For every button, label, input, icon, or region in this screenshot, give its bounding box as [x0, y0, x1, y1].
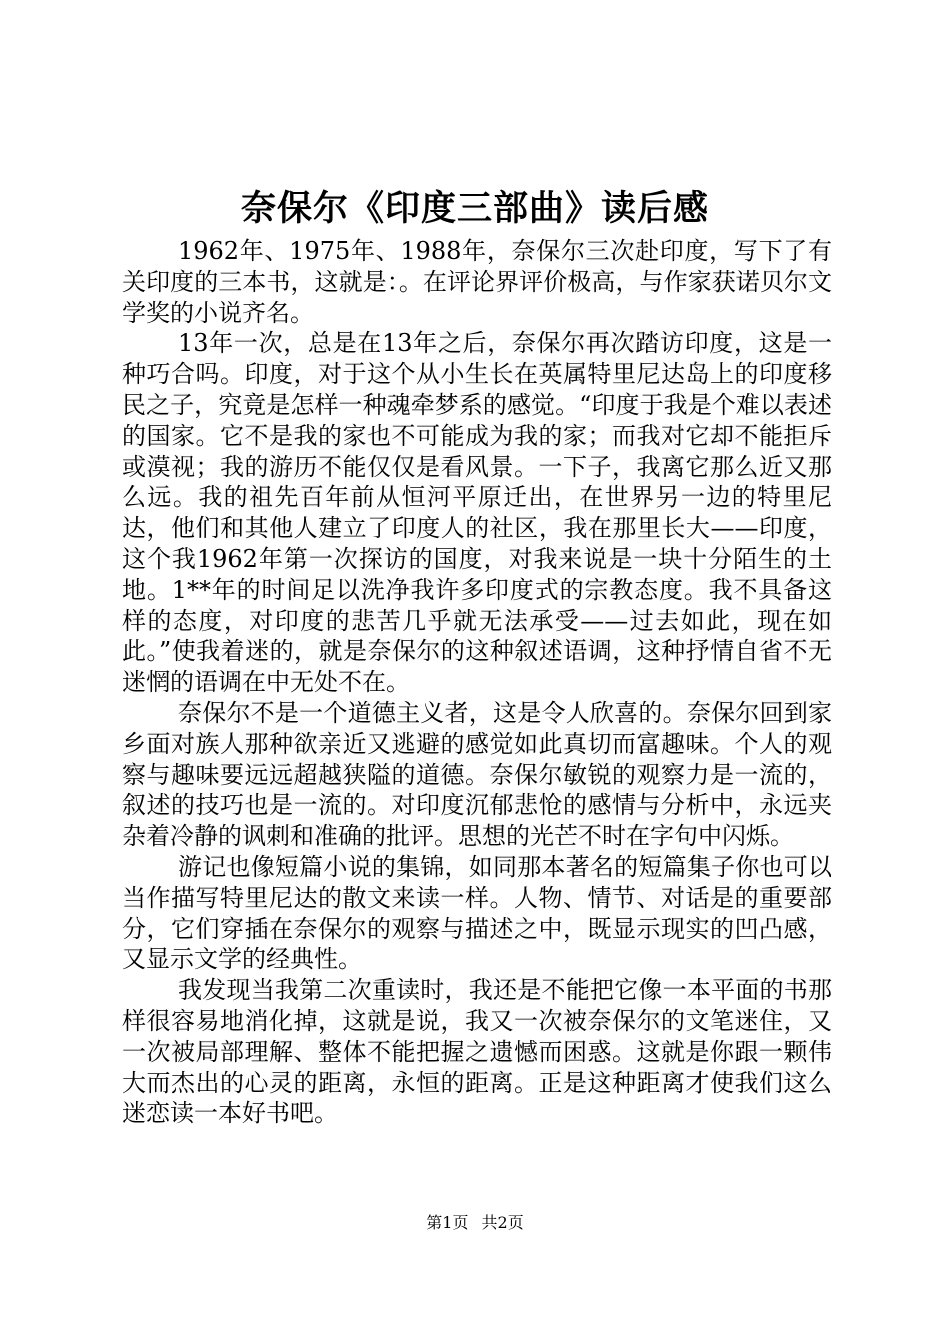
page-footer — [0, 1212, 950, 1234]
paragraph-4: 游记也像短篇小说的集锦，如同那本著名的短篇集子你也可以当作描写特里尼达的散文来读一样。人物、情节、对话是的重要部分，它们穿插在奈保尔的观察与描述之中，既显示现实的凹凸感，又显示文学的经典性。 — [122, 852, 832, 974]
paragraph-5: 我发现当我第二次重读时，我还是不能把它像一本平面的书那样很容易地消化掉，这就是说，我又一次被奈保尔的文笔迷住，又一次被局部理解、整体不能把握之遗憾而困惑。这就是你跟一颗伟大而杰出的心灵的距离，永恒的距离。正是这种距离才使我们这么迷恋读一本好书吧。 — [122, 976, 832, 1128]
paragraph-2: 13年一次，总是在13年之后，奈保尔再次踏访印度，这是一种巧合吗。印度，对于这个从小生长在英属特里尼达岛上的印度移民之子，究竟是怎样一种魂牵梦系的感觉。“印度于我是个难以表述的国家。它不是我的家也不可能成为我的家；而我对它却不能拒斥或漠视；我的游历不能仅仅是看风景。一下子，我离它那么近又那么远。我的祖先百年前从恒河平原迁出，在世界另一边的特里尼达，他们和其他人建立了印度人的社区，我在那里长大——印度，这个我1962年第一次探访的国度，对我来说是一块十分陌生的土地。1**年的时间足以洗净我许多印度式的宗教态度。我不具备这样的态度，对印度的悲苦几乎就无法承受——过去如此，现在如此。”使我着迷的，就是奈保尔的这种叙述语调，这种抒情自省不无迷惘的语调在中无处不在。 — [122, 329, 832, 697]
page-number-current: 第1页 — [426, 1213, 469, 1232]
document-body — [122, 236, 832, 1129]
paragraph-1: 1962年、1975年、1988年，奈保尔三次赴印度，写下了有关印度的三本书，这就是：。在评论界评价极高，与作家获诺贝尔文学奖的小说齐名。 — [122, 237, 832, 327]
page-number-total: 共2页 — [481, 1213, 524, 1232]
paragraph-3: 奈保尔不是一个道德主义者，这是令人欣喜的。奈保尔回到家乡面对族人那种欲亲近又逃避的感觉如此真切而富趣味。个人的观察与趣味要远远超越狭隘的道德。奈保尔敏锐的观察力是一流的，叙述的技巧也是一流的。对印度沉郁悲怆的感情与分析中，永远夹杂着冷静的讽刺和准确的批评。思想的光芒不时在字句中闪烁。 — [122, 698, 832, 851]
document-title: 奈保尔《印度三部曲》读后感 — [240, 188, 709, 229]
